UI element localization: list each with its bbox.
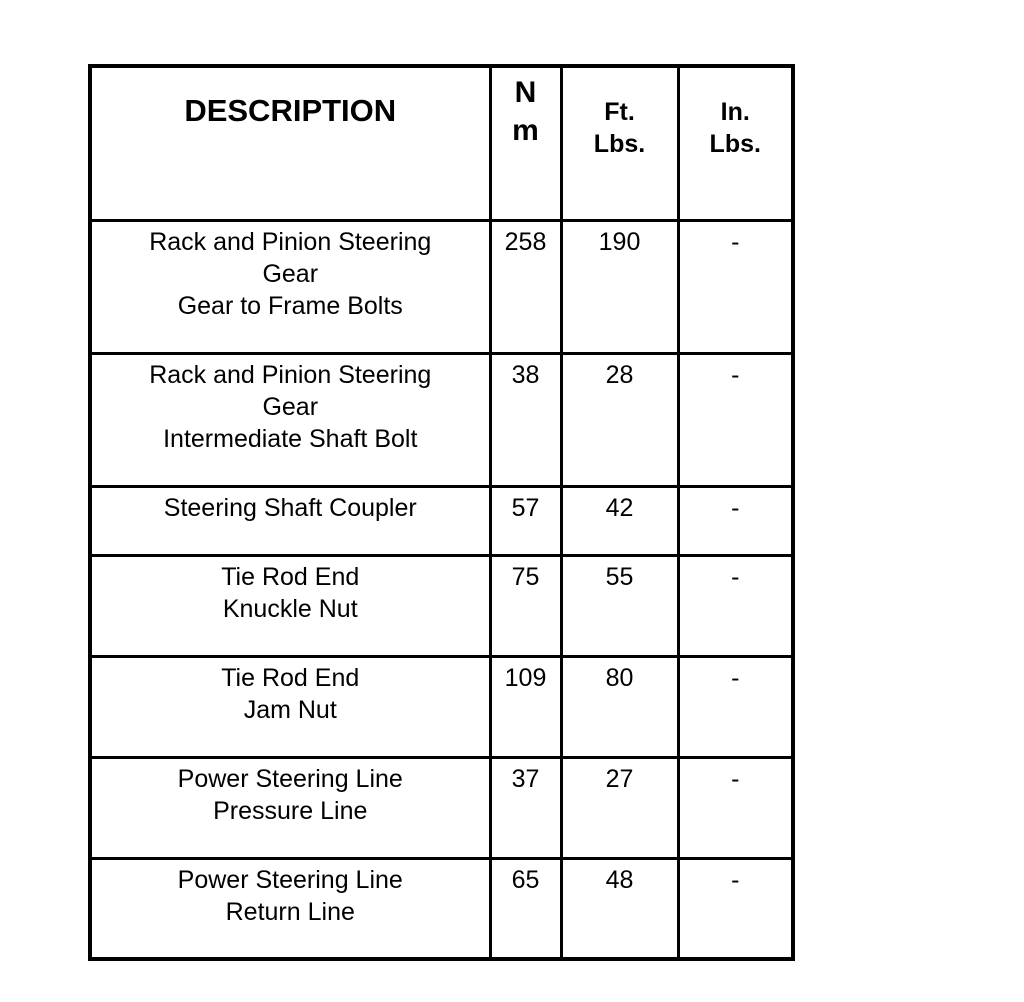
header-nm-line1: N bbox=[514, 76, 537, 109]
header-in-lbs bbox=[678, 66, 793, 220]
nm-cell: 38 bbox=[490, 353, 561, 486]
header-in-line2: Lbs. bbox=[709, 130, 761, 158]
description-line: Gear bbox=[262, 259, 319, 288]
nm-cell: 65 bbox=[490, 858, 561, 959]
table-row bbox=[90, 486, 793, 555]
description-cell bbox=[90, 858, 490, 959]
ft-lbs-cell: 55 bbox=[561, 555, 678, 656]
description-line: Rack and Pinion Steering bbox=[149, 360, 432, 389]
table-row bbox=[90, 656, 793, 757]
description-line: Jam Nut bbox=[243, 695, 337, 724]
description-line: Power Steering Line bbox=[177, 865, 403, 894]
ft-lbs-cell: 28 bbox=[561, 353, 678, 486]
description-cell bbox=[90, 486, 490, 555]
description-line: Pressure Line bbox=[213, 796, 368, 825]
description-line: Return Line bbox=[225, 897, 355, 926]
nm-cell: 37 bbox=[490, 757, 561, 858]
description-cell bbox=[90, 555, 490, 656]
description-line: Gear to Frame Bolts bbox=[177, 291, 403, 320]
description-line: Knuckle Nut bbox=[222, 594, 358, 623]
ft-lbs-cell: 190 bbox=[561, 220, 678, 353]
torque-spec-table bbox=[88, 64, 795, 961]
nm-cell: 258 bbox=[490, 220, 561, 353]
header-ft-line1: Ft. bbox=[604, 98, 635, 126]
description-line: Tie Rod End bbox=[221, 663, 360, 692]
header-description bbox=[90, 66, 490, 220]
table-header-row bbox=[90, 66, 793, 220]
ft-lbs-cell: 80 bbox=[561, 656, 678, 757]
header-nm bbox=[490, 66, 561, 220]
description-cell bbox=[90, 220, 490, 353]
table-row bbox=[90, 555, 793, 656]
header-nm-line2: m bbox=[512, 114, 539, 147]
in-lbs-cell: - bbox=[678, 757, 793, 858]
description-line: Tie Rod End bbox=[221, 562, 360, 591]
header-description-label: DESCRIPTION bbox=[184, 93, 397, 128]
ft-lbs-cell: 27 bbox=[561, 757, 678, 858]
in-lbs-cell: - bbox=[678, 486, 793, 555]
in-lbs-cell: - bbox=[678, 220, 793, 353]
table-row bbox=[90, 757, 793, 858]
header-ft-line2: Lbs. bbox=[593, 130, 646, 158]
description-line: Rack and Pinion Steering bbox=[149, 227, 432, 256]
in-lbs-cell: - bbox=[678, 656, 793, 757]
description-cell bbox=[90, 656, 490, 757]
header-ft-lbs bbox=[561, 66, 678, 220]
description-cell bbox=[90, 757, 490, 858]
ft-lbs-cell: 48 bbox=[561, 858, 678, 959]
nm-cell: 57 bbox=[490, 486, 561, 555]
table-row bbox=[90, 858, 793, 959]
ft-lbs-cell: 42 bbox=[561, 486, 678, 555]
description-line: Steering Shaft Coupler bbox=[163, 493, 417, 522]
in-lbs-cell: - bbox=[678, 353, 793, 486]
table-row bbox=[90, 353, 793, 486]
description-cell bbox=[90, 353, 490, 486]
in-lbs-cell: - bbox=[678, 858, 793, 959]
description-line: Power Steering Line bbox=[177, 764, 403, 793]
description-line: Gear bbox=[262, 392, 319, 421]
in-lbs-cell: - bbox=[678, 555, 793, 656]
nm-cell: 75 bbox=[490, 555, 561, 656]
nm-cell: 109 bbox=[490, 656, 561, 757]
header-in-line1: In. bbox=[720, 98, 750, 126]
description-line: Intermediate Shaft Bolt bbox=[163, 424, 418, 453]
table-row bbox=[90, 220, 793, 353]
